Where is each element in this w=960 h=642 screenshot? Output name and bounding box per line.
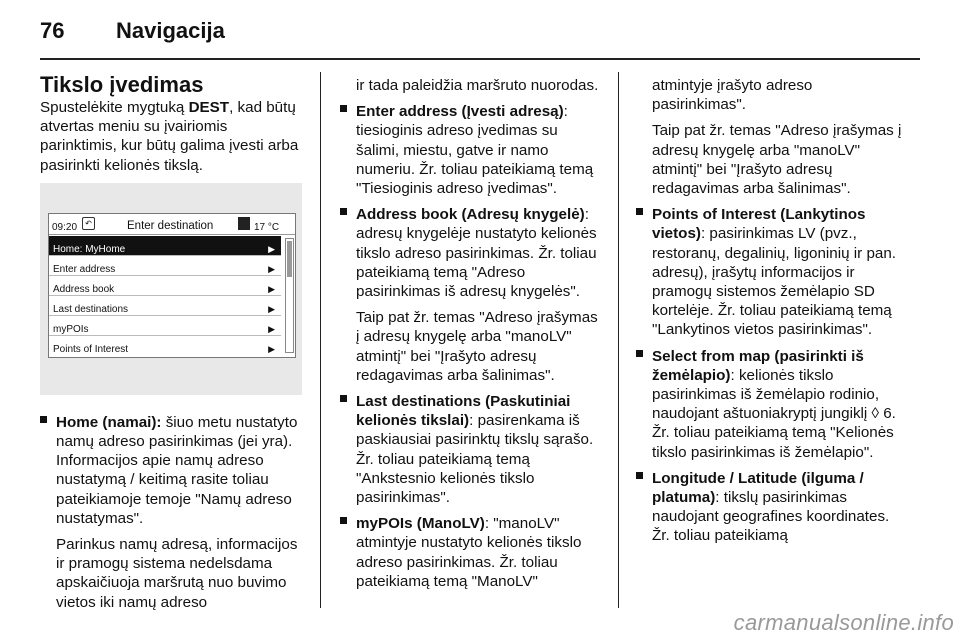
section-title: Tikslo įvedimas [40,72,204,97]
bullet-icon [40,416,47,423]
arrow-right-icon: ▶ [268,243,275,254]
list-text: : kelionės tikslo pasirinkimas iš žemėlapio rodinio, naudojant aštuoniakryptį jungiklį ◊ 6. Žr. toliau pateikiamą temą "Kelionės tikslo pasirinkimas iš žemėlapio". [652,366,896,461]
list-term: Home (namai): [56,413,162,431]
menu-item-points-of-interest[interactable] [49,336,281,355]
intro-paragraph [40,98,302,175]
list-term: myPOIs (ManoLV) [356,515,485,533]
menu-item-label: Last destinations [53,303,129,315]
menu-item-label: myPOIs [53,323,89,335]
menu-item-last-destinations[interactable] [49,296,281,316]
list-term: Address book (Adresų knygelė) [356,206,585,224]
list-item-address-book [340,205,602,385]
display-screen [48,213,296,358]
back-icon[interactable]: ↶ [82,217,95,230]
intro-text-a: Spustelėkite mygtuką [40,99,189,116]
watermark: carmanualsonline.info [733,610,954,635]
continuation-text-2: Taip pat žr. temas "Adreso įrašymas į adresų knygelę arba "manoLV" atmintį" bei "Įrašyto adresų redagavimas arba šalinimas". [652,122,902,198]
column-divider [320,72,321,608]
bullet-icon [636,350,643,357]
menu-item-home[interactable] [49,236,281,256]
bullet-icon [340,517,347,524]
continuation-text: ir tada paleidžia maršruto nuorodas. [356,77,599,94]
list-item-select-from-map [636,347,906,462]
list-item-enter-address [340,102,602,198]
column-2 [340,76,602,598]
bullet-icon [340,208,347,215]
menu-item-label: Enter address [53,263,116,275]
arrow-right-icon: ▶ [268,283,275,294]
list-term: Points of Interest (Lankytinos vietos) [652,206,866,243]
dest-button-term: DEST [188,99,230,116]
column-1 [40,72,302,619]
list-term: Longitude / Latitude (ilguma / platuma) [652,469,864,507]
menu-item-enter-address[interactable] [49,256,281,276]
menu-item-label: Address book [53,283,115,295]
arrow-right-icon: ▶ [268,263,275,274]
menu-item-address-book[interactable] [49,276,281,296]
arrow-right-icon: ▶ [268,343,275,354]
list-term: Select from map (pasirinkti iš žemėlapio) [652,347,864,384]
list-text: : pasirenkama iš paskiausiai pasirinktų tikslų sąrašo. Žr. toliau pateikiamą temą "Ankstesnio kelionės tikslo pasirinkimas". [356,412,594,507]
header-rule [40,58,920,60]
list-text: : pasirinkimas LV (pvz., restoranų, degalinių, ligoninių ir pan. adresų), įrašytų informacijos ir pramogų sistemos žemėlapio SD kortelėje. Žr. toliau pateikiamą temą "Lankytinos vietos pasirinkimas". [652,225,897,339]
chapter-title: Navigacija [116,18,225,43]
list-text: : tiesioginis adreso įvedimas su šalimi, miestu, gatve ir namo numeriu. Žr. toliau pateikiamą temą "Tiesioginis adreso įvedimas". [356,103,594,198]
column-divider [618,72,619,608]
list-item-mypois [340,514,602,591]
bullet-icon [636,472,643,479]
list-term: Enter address (Įvesti adresą) [356,103,564,121]
column-3 [636,76,906,553]
list-text: : "manoLV" atmintyje nustatyto kelionės tikslo adreso pasirinkimas. Žr. toliau pateikiamą temą "ManoLV" [356,515,582,590]
list-extra: Taip pat žr. temas "Adreso įrašymas į adresų knygelę arba "manoLV" atmintį" bei "Įrašyto adresų redagavimas arba šalinimas". [356,309,598,384]
bullet-icon [340,105,347,112]
scrollbar[interactable] [285,238,294,353]
home-followup: Parinkus namų adresą, informacijos ir pramogų sistema nedelsdama apskaičiuoja maršrutą nuo buvimo vietos iki namų adreso [56,536,298,611]
bullet-icon [636,208,643,215]
temperature: 17 °C [254,221,280,233]
list-item-points-of-interest [636,205,906,339]
list-item-last-destinations [340,392,602,507]
screen-top-bar [49,214,295,235]
list-item-home [40,413,302,528]
scrollbar-thumb[interactable] [287,241,292,277]
bullet-icon [340,395,347,402]
arrow-right-icon: ▶ [268,323,275,334]
list-item-longitude-latitude [636,469,906,546]
list-term: Last destinations (Paskutiniai kelionės tikslai) [356,393,571,430]
navigation-icon [238,217,250,230]
menu-item-mypois[interactable] [49,316,281,336]
menu-item-label: Home: MyHome [53,243,126,255]
page-number: 76 [40,18,65,43]
list-text: šiuo metu nustatyto namų adreso pasirinkimas (jei yra). Informacijos apie namų adreso nustatymą / keitimą rasite toliau pateikiamoje temoje "Namų adreso nustatymas". [56,413,298,527]
list-text: : tikslų pasirinkimas naudojant geografines koordinates. Žr. toliau pateikiamą [652,489,890,545]
intro-text-b: , kad būtų atvertas meniu su įvairiomis parinktimis, kur būtų galima įvesti arba pasirinkti kelionės tikslą. [40,99,299,174]
list-text: : adresų knygelėje nustatyto kelionės tikslo adreso pasirinkimas. Žr. toliau pateikiamą temą "Adreso pasirinkimas iš adresų knygelės". [356,206,597,301]
continuation-text: atmintyje įrašyto adreso pasirinkimas". [652,77,813,114]
menu-item-label: Points of Interest [53,343,129,355]
clock: 09:20 [52,221,78,233]
screen-title: Enter destination [127,219,214,232]
screen-figure [40,183,302,395]
arrow-right-icon: ▶ [268,303,275,314]
